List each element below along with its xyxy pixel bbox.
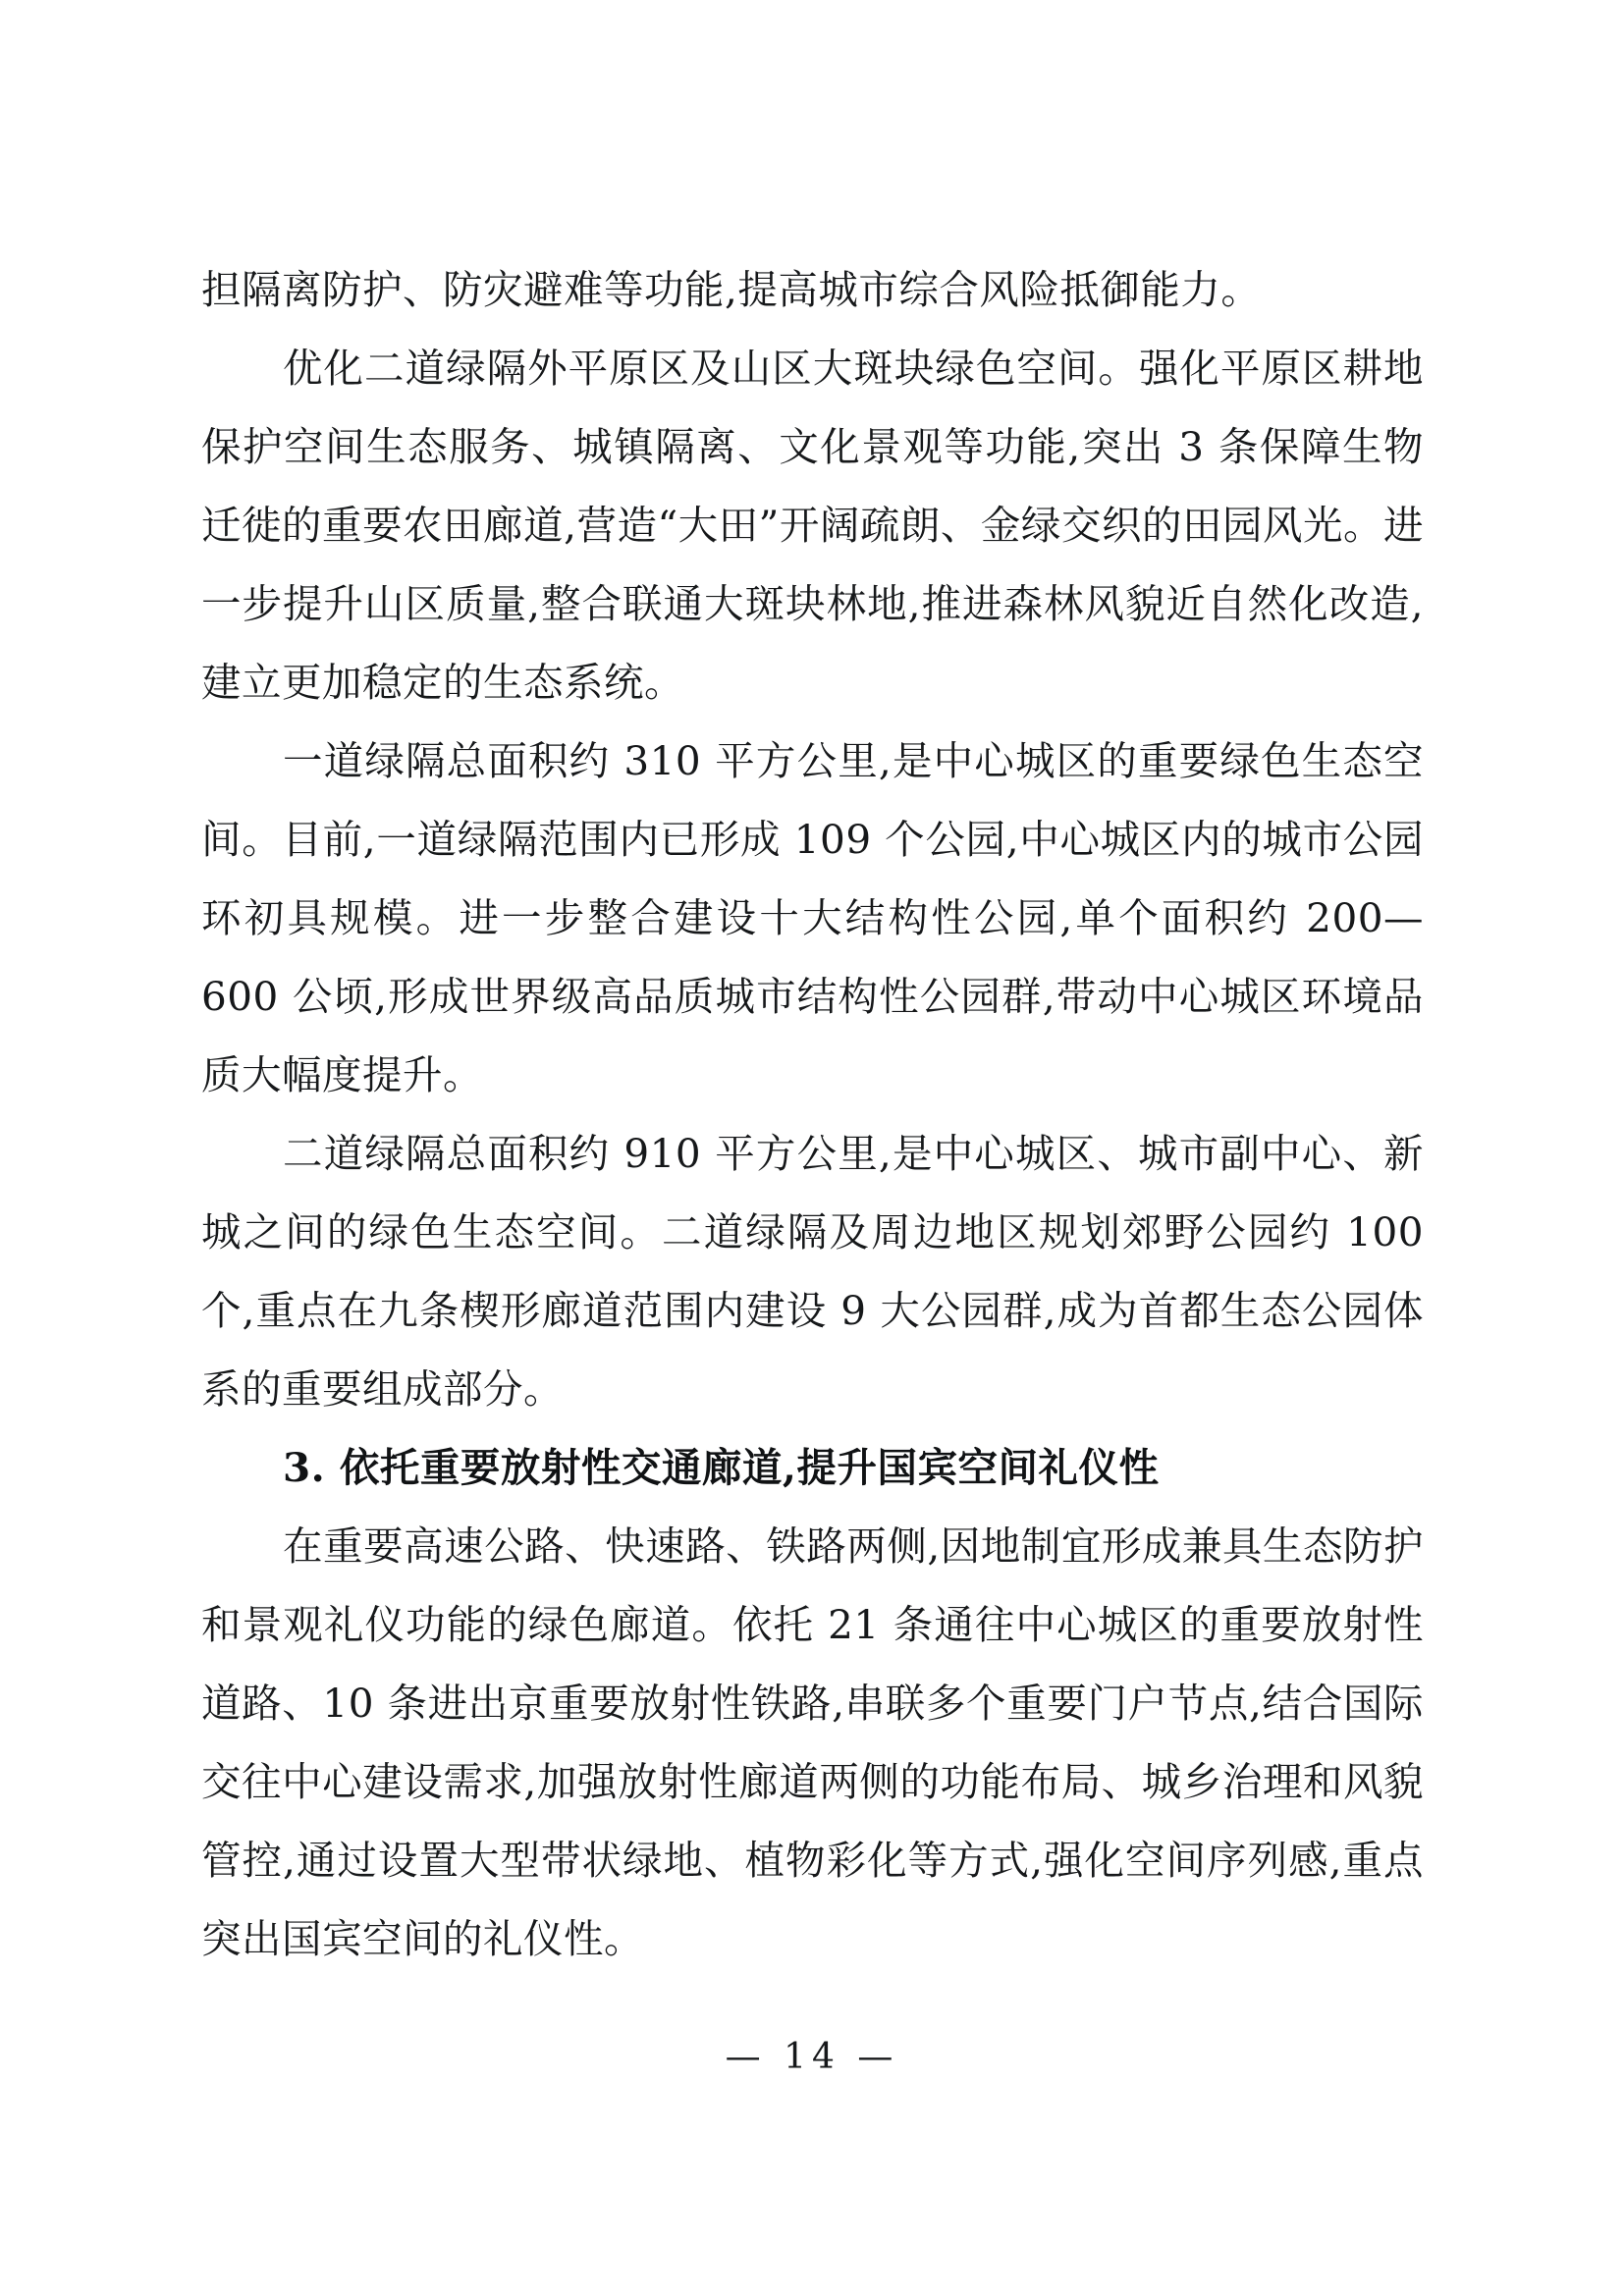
section-heading: 3. 依托重要放射性交通廊道,提升国宾空间礼仪性 — [283, 1444, 1160, 1491]
paragraph: 在重要高速公路、快速路、铁路两侧,因地制宜形成兼具生态防护和景观礼仪功能的绿色廊道。依托 21 条通往中心城区的重要放射性道路、10 条进出京重要放射性铁路,串联多个重要门户节点,结合国际交往中心建设需求,加强放射性廊道两侧的功能布局、城乡治理和风貌管控,通过设置大型带状绿地、植物彩化等方式,强化空间序列感,重点突出国宾空间的礼仪性。 — [201, 1522, 1424, 1962]
paragraph: 一道绿隔总面积约 310 平方公里,是中心城区的重要绿色生态空间。目前,一道绿隔范围内已形成 109 个公园,中心城区内的城市公园环初具规模。进一步整合建设十大结构性公园,单个面积约 200—600 公顷,形成世界级高品质城市结构性公园群,带动中心城区环境品质大幅度提升。 — [201, 737, 1424, 1098]
page-body — [201, 250, 1424, 1978]
paragraph: 二道绿隔总面积约 910 平方公里,是中心城区、城市副中心、新城之间的绿色生态空间。二道绿隔及周边地区规划郊野公园约 100 个,重点在九条楔形廊道范围内建设 9 大公园群,成为首都生态公园体系的重要组成部分。 — [201, 1130, 1424, 1413]
paragraph: 优化二道绿隔外平原区及山区大斑块绿色空间。强化平原区耕地保护空间生态服务、城镇隔离、文化景观等功能,突出 3 条保障生物迁徙的重要农田廊道,营造“大田”开阔疏朗、金绿交织的田园风光。进一步提升山区质量,整合联通大斑块林地,推进森林风貌近自然化改造,建立更加稳定的生态系统。 — [201, 345, 1424, 706]
paragraph: 担隔离防护、防灾避难等功能,提高城市综合风险抵御能力。 — [201, 266, 1262, 313]
page-number: — 14 — — [725, 2037, 899, 2077]
